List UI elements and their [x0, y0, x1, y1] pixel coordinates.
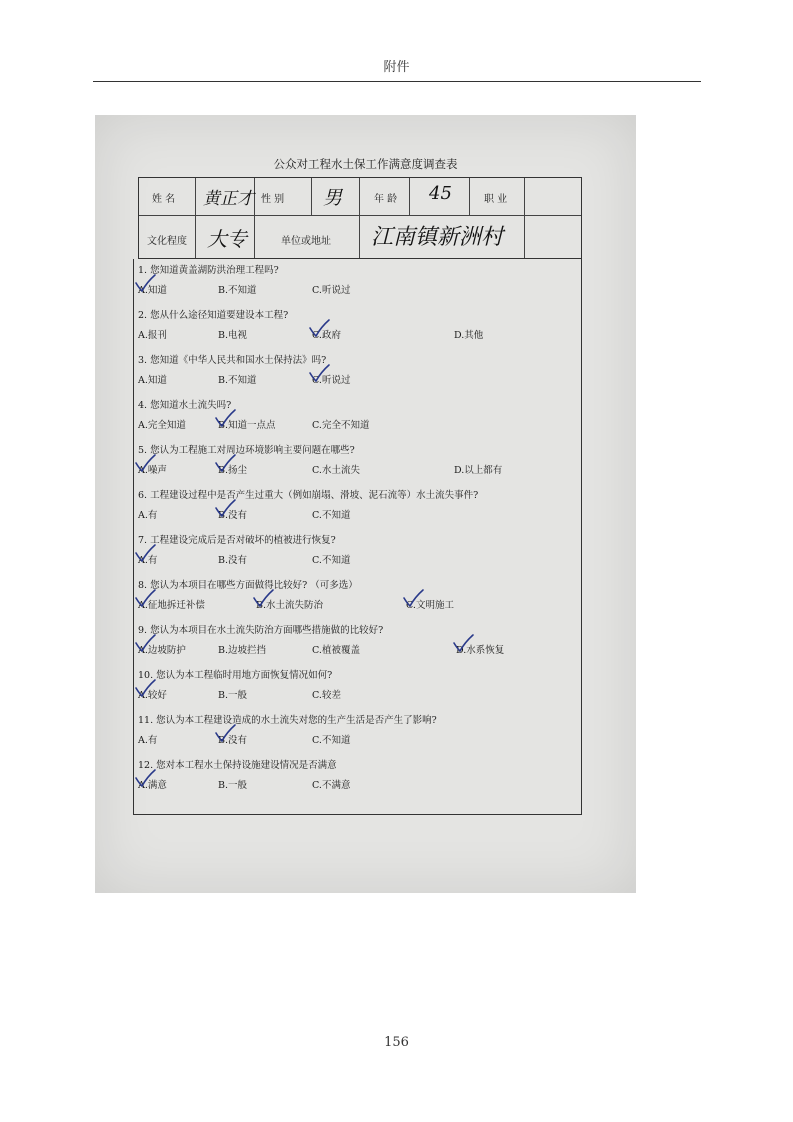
info-table-col [524, 178, 525, 258]
question-text: 10. 您认为本工程临时用地方面恢复情况如何? [138, 670, 333, 681]
edu-value: 大专 [207, 227, 247, 251]
checkmark-icon [134, 769, 156, 787]
option-label: B.一般 [218, 690, 248, 701]
addr-value: 江南镇新洲村 [371, 225, 504, 250]
checkmark-icon [134, 634, 156, 652]
option-label: C.文明施工 [406, 600, 454, 611]
question-text: 8. 您认为本项目在哪些方面做得比较好? （可多选） [138, 580, 358, 591]
info-table-divider [139, 215, 581, 216]
checkmark-icon [252, 589, 274, 607]
option-label: A.完全知道 [138, 420, 186, 431]
option-label: C.听说过 [312, 285, 351, 296]
survey-photo [95, 115, 636, 893]
question-text: 2. 您从什么途径知道要建设本工程? [138, 310, 289, 321]
checkmark-icon [134, 274, 156, 292]
page-header-title: 附件 [383, 60, 410, 75]
option-label: A.边坡防护 [138, 645, 186, 656]
option-label: B.没有 [218, 510, 248, 521]
option-label: B.不知道 [218, 285, 257, 296]
option-label: C.不满意 [312, 780, 351, 791]
option-label: B.水土流失防治 [256, 600, 324, 611]
option-label: B.知道一点点 [218, 420, 276, 431]
checkmark-icon [214, 454, 236, 472]
checkmark-icon [134, 589, 156, 607]
option-label: B.没有 [218, 555, 248, 566]
edu-label: 文化程度 [147, 236, 187, 247]
option-label: D.其他 [454, 330, 484, 341]
option-label: C.植被覆盖 [312, 645, 360, 656]
info-table-col [409, 178, 410, 215]
option-label: A.有 [138, 510, 158, 521]
option-label: C.完全不知道 [312, 420, 370, 431]
checkmark-icon [402, 589, 424, 607]
option-label: B.一般 [218, 780, 248, 791]
question-text: 9. 您认为本项目在水土流失防治方面哪些措施做的比较好? [138, 625, 384, 636]
option-label: A.知道 [138, 285, 167, 296]
question-text: 4. 您知道水土流失吗? [138, 400, 232, 411]
question-text: 7. 工程建设完成后是否对破坏的植被进行恢复? [138, 535, 336, 546]
option-label: B.不知道 [218, 375, 257, 386]
checkmark-icon [308, 319, 330, 337]
question-list [133, 259, 582, 815]
option-label: A.有 [138, 555, 158, 566]
info-table-col [254, 178, 255, 215]
option-label: C.不知道 [312, 510, 351, 521]
option-label: A.噪声 [138, 465, 167, 476]
option-label: D.水系恢复 [456, 645, 505, 656]
age-label: 年 龄 [374, 194, 398, 205]
option-label: A.有 [138, 735, 158, 746]
option-label: A.较好 [138, 690, 167, 701]
header-rule [93, 81, 701, 82]
option-label: C.不知道 [312, 555, 351, 566]
info-table-col [359, 178, 360, 258]
question-text: 11. 您认为本工程建设造成的水土流失对您的生产生活是否产生了影响? [138, 715, 437, 726]
question-text: 5. 您认为工程施工对周边环境影响主要问题在哪些? [138, 445, 355, 456]
option-label: A.报刊 [138, 330, 167, 341]
info-table-col [469, 178, 470, 215]
option-label: B.电视 [218, 330, 248, 341]
option-label: A.知道 [138, 375, 167, 386]
survey-form [95, 115, 636, 893]
checkmark-icon [452, 634, 474, 652]
name-label: 姓 名 [152, 194, 176, 205]
question-text: 3. 您知道《中华人民共和国水土保持法》吗? [138, 355, 327, 366]
option-label: B.边坡拦挡 [218, 645, 267, 656]
info-table [138, 177, 582, 259]
question-text: 12. 您对本工程水土保持设施建设情况是否满意 [138, 760, 337, 771]
form-title: 公众对工程水土保工作满意度调查表 [273, 157, 458, 171]
job-label: 职 业 [484, 194, 508, 205]
option-label: C.不知道 [312, 735, 351, 746]
option-label: D.以上都有 [454, 465, 503, 476]
checkmark-icon [214, 724, 236, 742]
addr-label: 单位或地址 [281, 236, 331, 247]
option-label: C.较差 [312, 690, 341, 701]
option-label: C.政府 [312, 330, 341, 341]
option-label: B.扬尘 [218, 465, 248, 476]
gender-label: 性 别 [261, 194, 285, 205]
option-label: C.听说过 [312, 375, 351, 386]
age-value: 45 [429, 183, 452, 204]
option-label: A.满意 [138, 780, 167, 791]
page-number: 156 [384, 1035, 409, 1050]
checkmark-icon [214, 409, 236, 427]
option-label: C.水土流失 [312, 465, 360, 476]
name-value: 黄正才 [203, 189, 254, 209]
checkmark-icon [134, 679, 156, 697]
question-text: 6. 工程建设过程中是否产生过重大（例如崩塌、滑坡、泥石流等）水土流失事件? [138, 490, 479, 501]
checkmark-icon [214, 499, 236, 517]
option-label: A.征地拆迁补偿 [138, 600, 205, 611]
question-text: 1. 您知道黄盖湖防洪治理工程吗? [138, 265, 279, 276]
info-table-col [311, 178, 312, 215]
gender-value: 男 [323, 187, 343, 209]
checkmark-icon [134, 454, 156, 472]
option-label: B.没有 [218, 735, 248, 746]
checkmark-icon [134, 544, 156, 562]
info-table-col [195, 178, 196, 258]
checkmark-icon [308, 364, 330, 382]
